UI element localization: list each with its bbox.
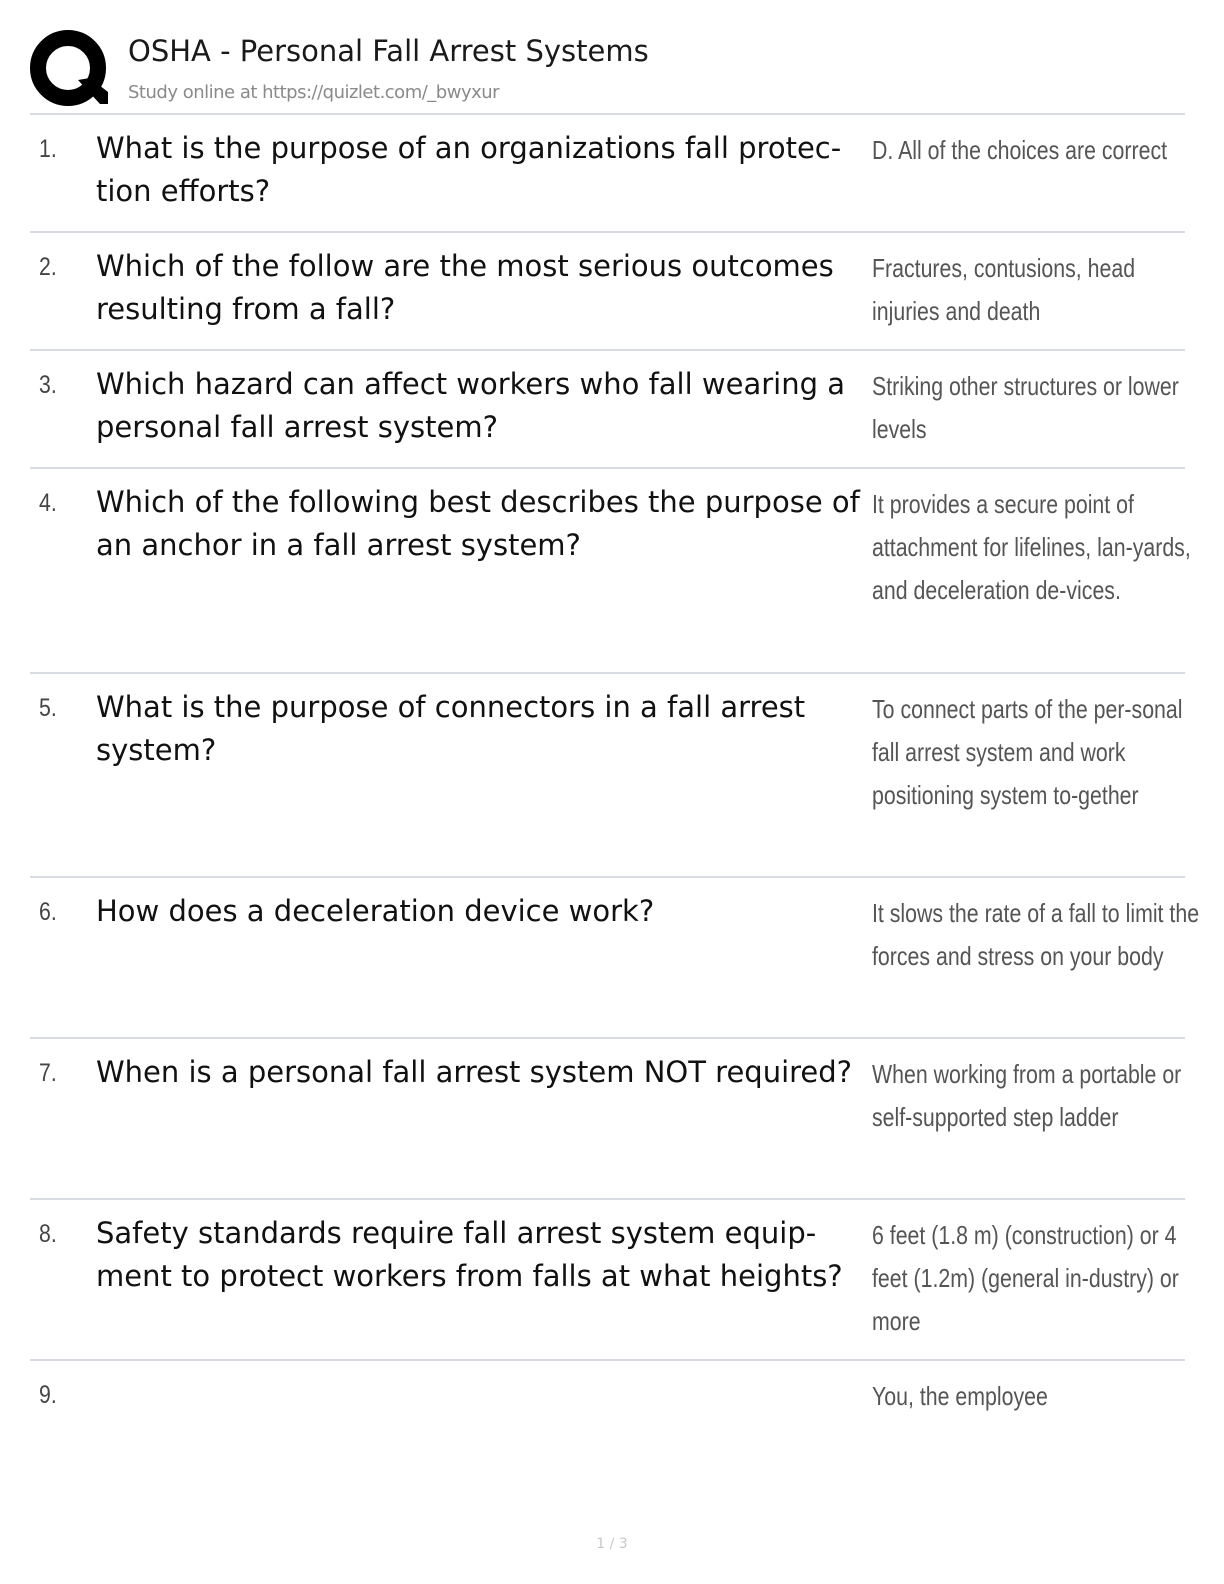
card-number: 8. <box>39 1220 57 1248</box>
card-number: 9. <box>39 1381 57 1409</box>
page-header <box>30 30 1190 114</box>
card-term: Safety standards require fall arrest system equip-ment to protect workers from falls at what heights? <box>96 1216 843 1293</box>
card-term: Which of the following best describes the purpose of an anchor in a fall arrest system? <box>96 485 860 562</box>
card-definition: You, the employee <box>872 1381 1048 1411</box>
card-row <box>30 876 1200 1037</box>
card-definition: It slows the rate of a fall to limit the forces and stress on your body <box>872 898 1200 971</box>
card-row <box>30 1037 1185 1198</box>
card-row <box>30 349 1185 467</box>
card-row <box>30 1198 1185 1359</box>
card-number: 3. <box>39 371 57 399</box>
page-title: OSHA - Personal Fall Arrest Systems <box>128 34 649 68</box>
card-term: What is the purpose of an organizations fall protec-tion efforts? <box>96 131 842 208</box>
card-definition: To connect parts of the per-sonal fall arrest system and work positioning system to-gether <box>872 694 1183 810</box>
card-term: What is the purpose of connectors in a fall arrest system? <box>96 690 806 767</box>
page-number: 1 / 3 <box>596 1536 628 1552</box>
card-definition: D. All of the choices are correct <box>872 135 1168 165</box>
card-row <box>30 113 1185 231</box>
card-definition: Striking other structures or lower levels <box>872 371 1179 444</box>
card-term: When is a personal fall arrest system NOT required? <box>96 1055 853 1089</box>
card-number: 7. <box>39 1059 57 1087</box>
card-row <box>30 672 1185 876</box>
study-link[interactable]: Study online at https://quizlet.com/_bwyxur <box>128 82 500 103</box>
card-number: 1. <box>39 135 57 163</box>
card-number: 2. <box>39 253 57 281</box>
card-row <box>30 467 1191 672</box>
flashcard-list <box>30 113 1200 1439</box>
card-term: Which hazard can affect workers who fall wearing a personal fall arrest system? <box>96 367 845 444</box>
card-definition: It provides a secure point of attachment for lifelines, lan-yards, and deceleration de-vices. <box>872 489 1191 605</box>
quizlet-logo-icon <box>30 30 108 108</box>
card-number: 5. <box>39 694 57 722</box>
card-term: Which of the follow are the most serious outcomes resulting from a fall? <box>96 249 834 326</box>
card-row <box>30 1359 1185 1439</box>
card-definition: When working from a portable or self-supported step ladder <box>872 1059 1182 1132</box>
card-term: How does a deceleration device work? <box>96 894 655 928</box>
card-definition: 6 feet (1.8 m) (construction) or 4 feet (1.2m) (general in-dustry) or more <box>872 1220 1179 1336</box>
card-number: 4. <box>39 489 57 517</box>
card-number: 6. <box>39 898 57 926</box>
card-row <box>30 231 1185 349</box>
card-definition: Fractures, contusions, head injuries and death <box>872 253 1136 326</box>
